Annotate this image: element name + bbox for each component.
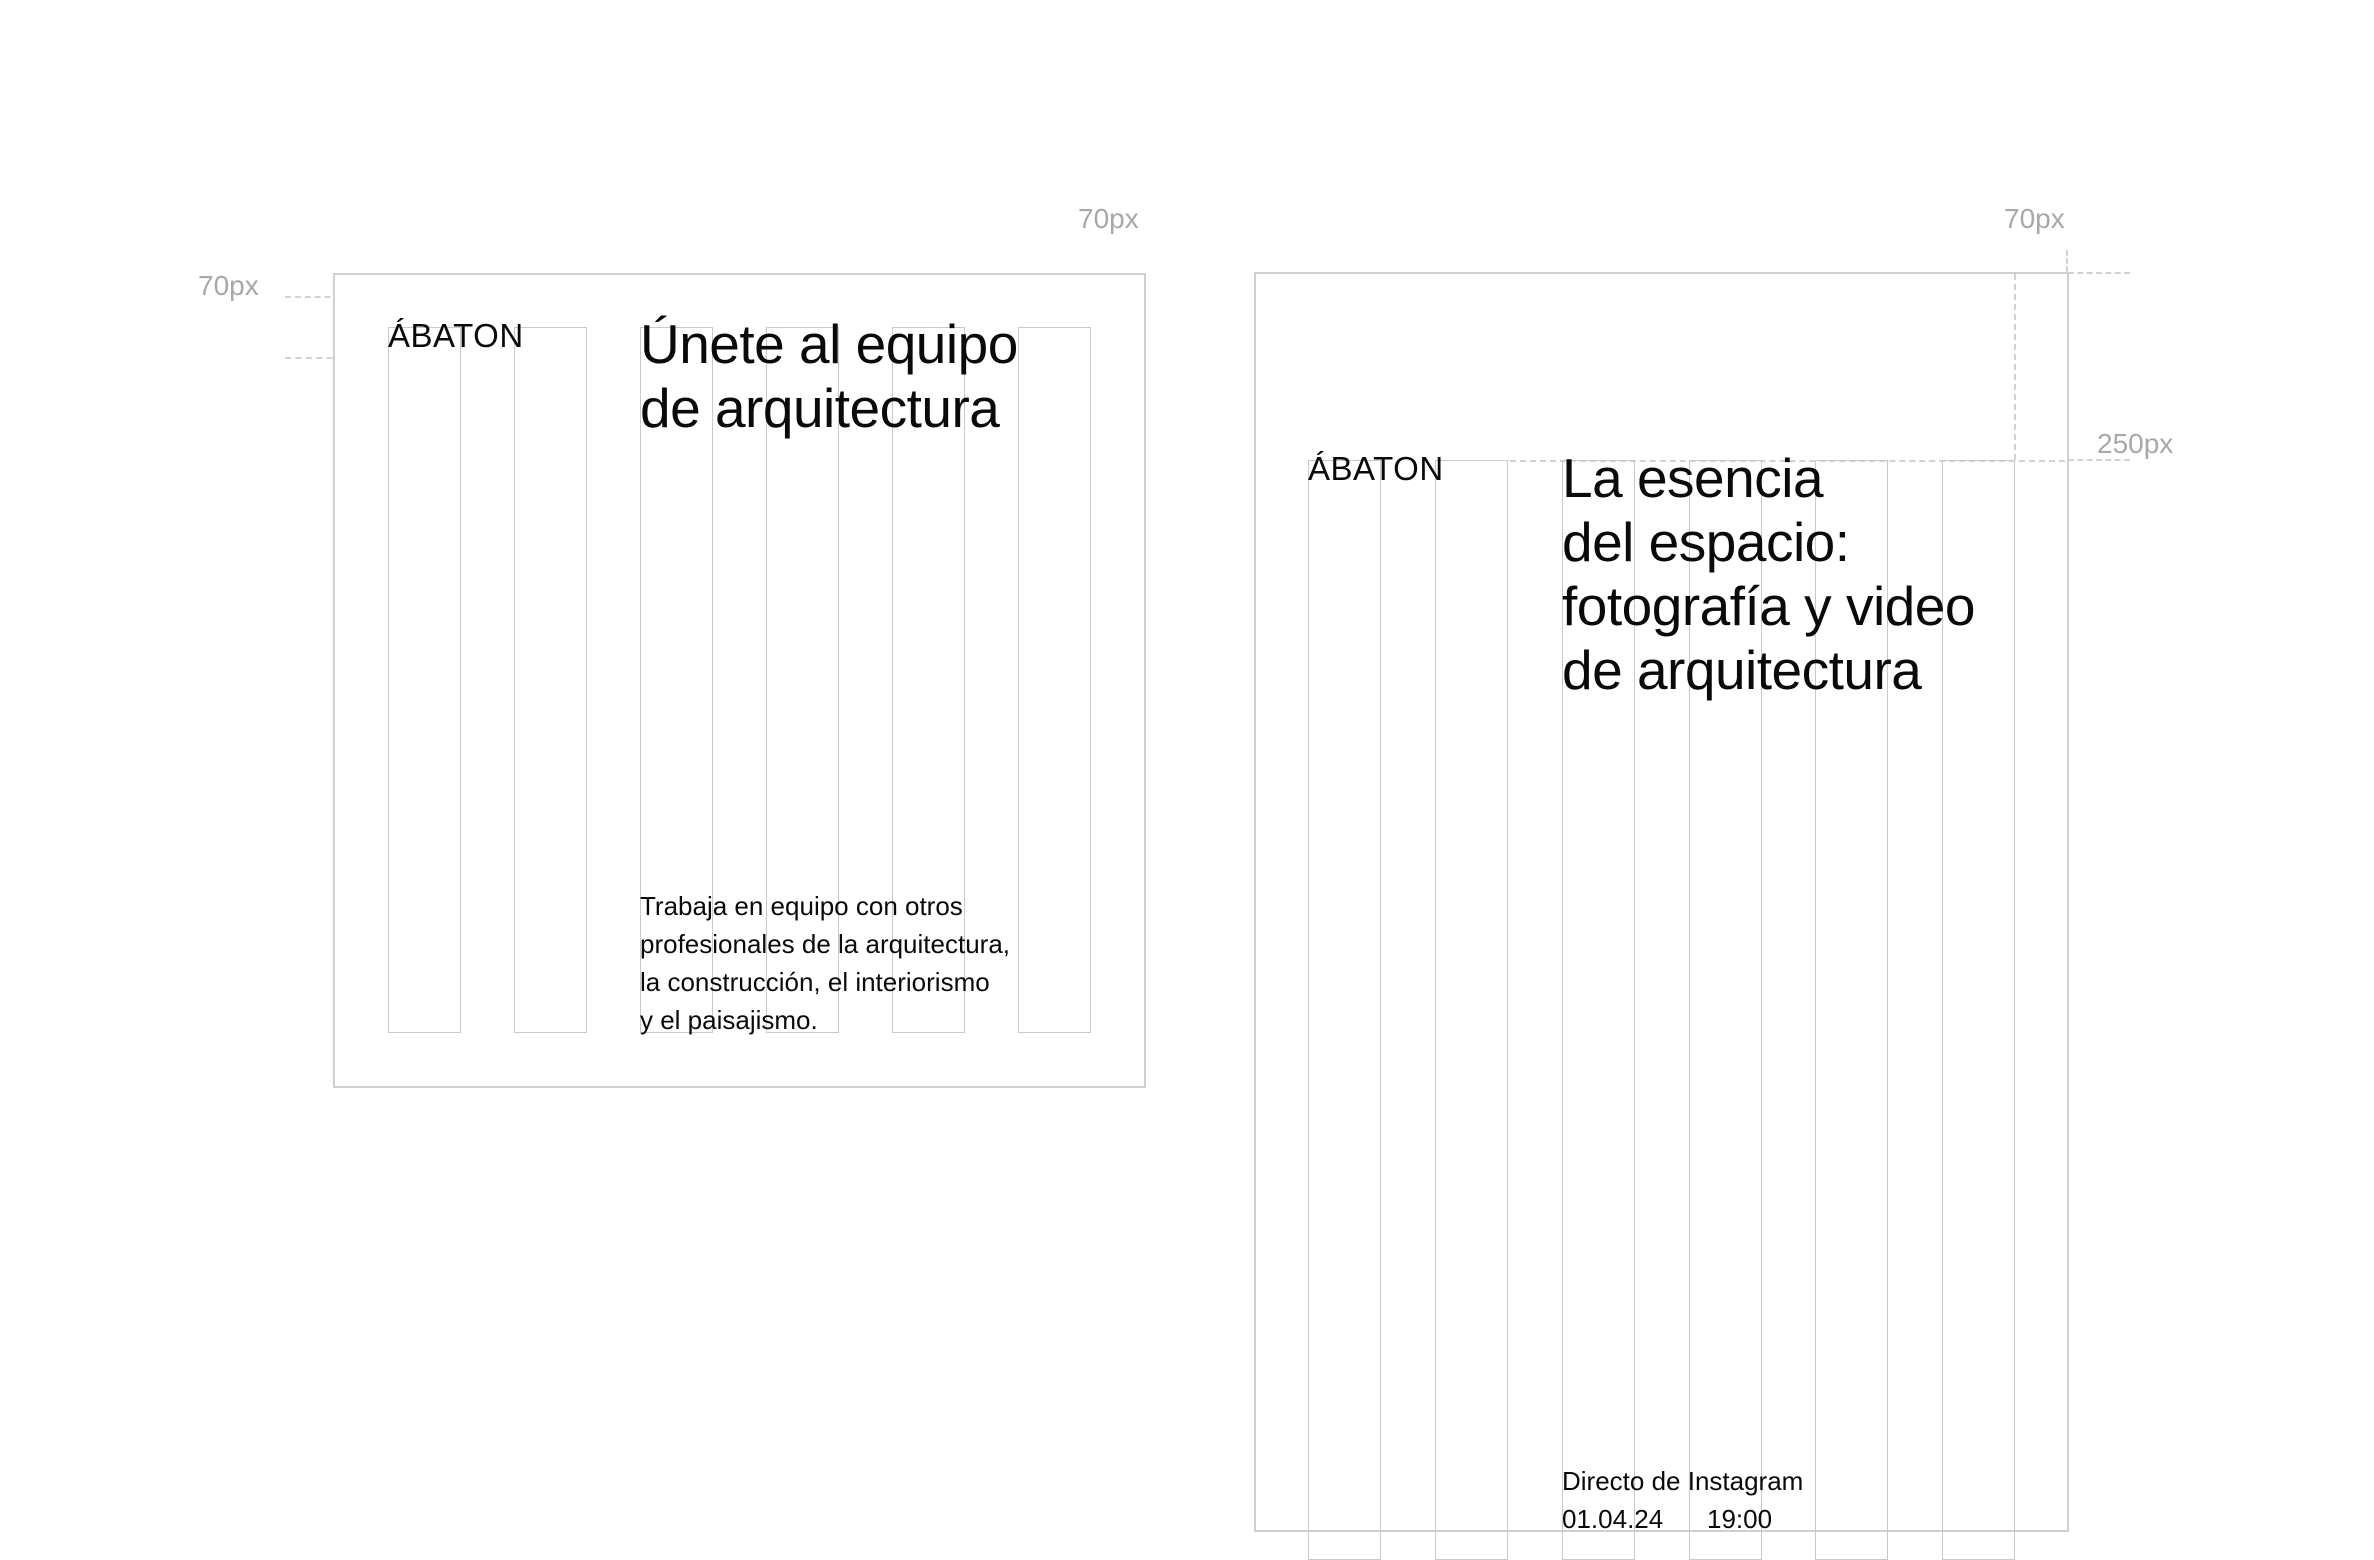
- poster-body-text: Trabaja en equipo con otros profesionales de la arquitectura, la construcción, el interiorismo y el paisajismo.: [640, 891, 1011, 1035]
- event-date: 01.04.24: [1562, 1504, 1664, 1534]
- dimension-guide-inner-right: [2014, 274, 2016, 460]
- grid-column: [1018, 327, 1091, 1033]
- poster-headline: La esencia del espacio: fotografía y video de arquitectura: [1562, 447, 1975, 701]
- brand-logo: ÁBATON: [1308, 450, 1444, 487]
- poster-card-join-team: [333, 273, 1146, 1088]
- grid-column: [1435, 460, 1508, 1560]
- dimension-label-right-card2: 250px: [2097, 428, 2174, 459]
- dimension-label-top-card2: 70px: [2004, 203, 2065, 234]
- poster-headline: Únete al equipo de arquitectura: [640, 313, 1018, 439]
- grid-column: [1308, 460, 1381, 1560]
- dimension-guide-card2-side: [2068, 459, 2130, 461]
- dimension-label-top-card1: 70px: [1078, 203, 1139, 234]
- grid-column: [514, 327, 587, 1033]
- brand-logo: ÁBATON: [388, 317, 524, 354]
- dimension-guide-card2-top: [2068, 272, 2130, 274]
- grid-column: [388, 327, 461, 1033]
- event-time: 19:00: [1707, 1504, 1773, 1534]
- dimension-label-left-card1: 70px: [198, 270, 259, 301]
- poster-card-photo-video: [1254, 272, 2069, 1532]
- event-title: Directo de Instagram: [1562, 1466, 1804, 1496]
